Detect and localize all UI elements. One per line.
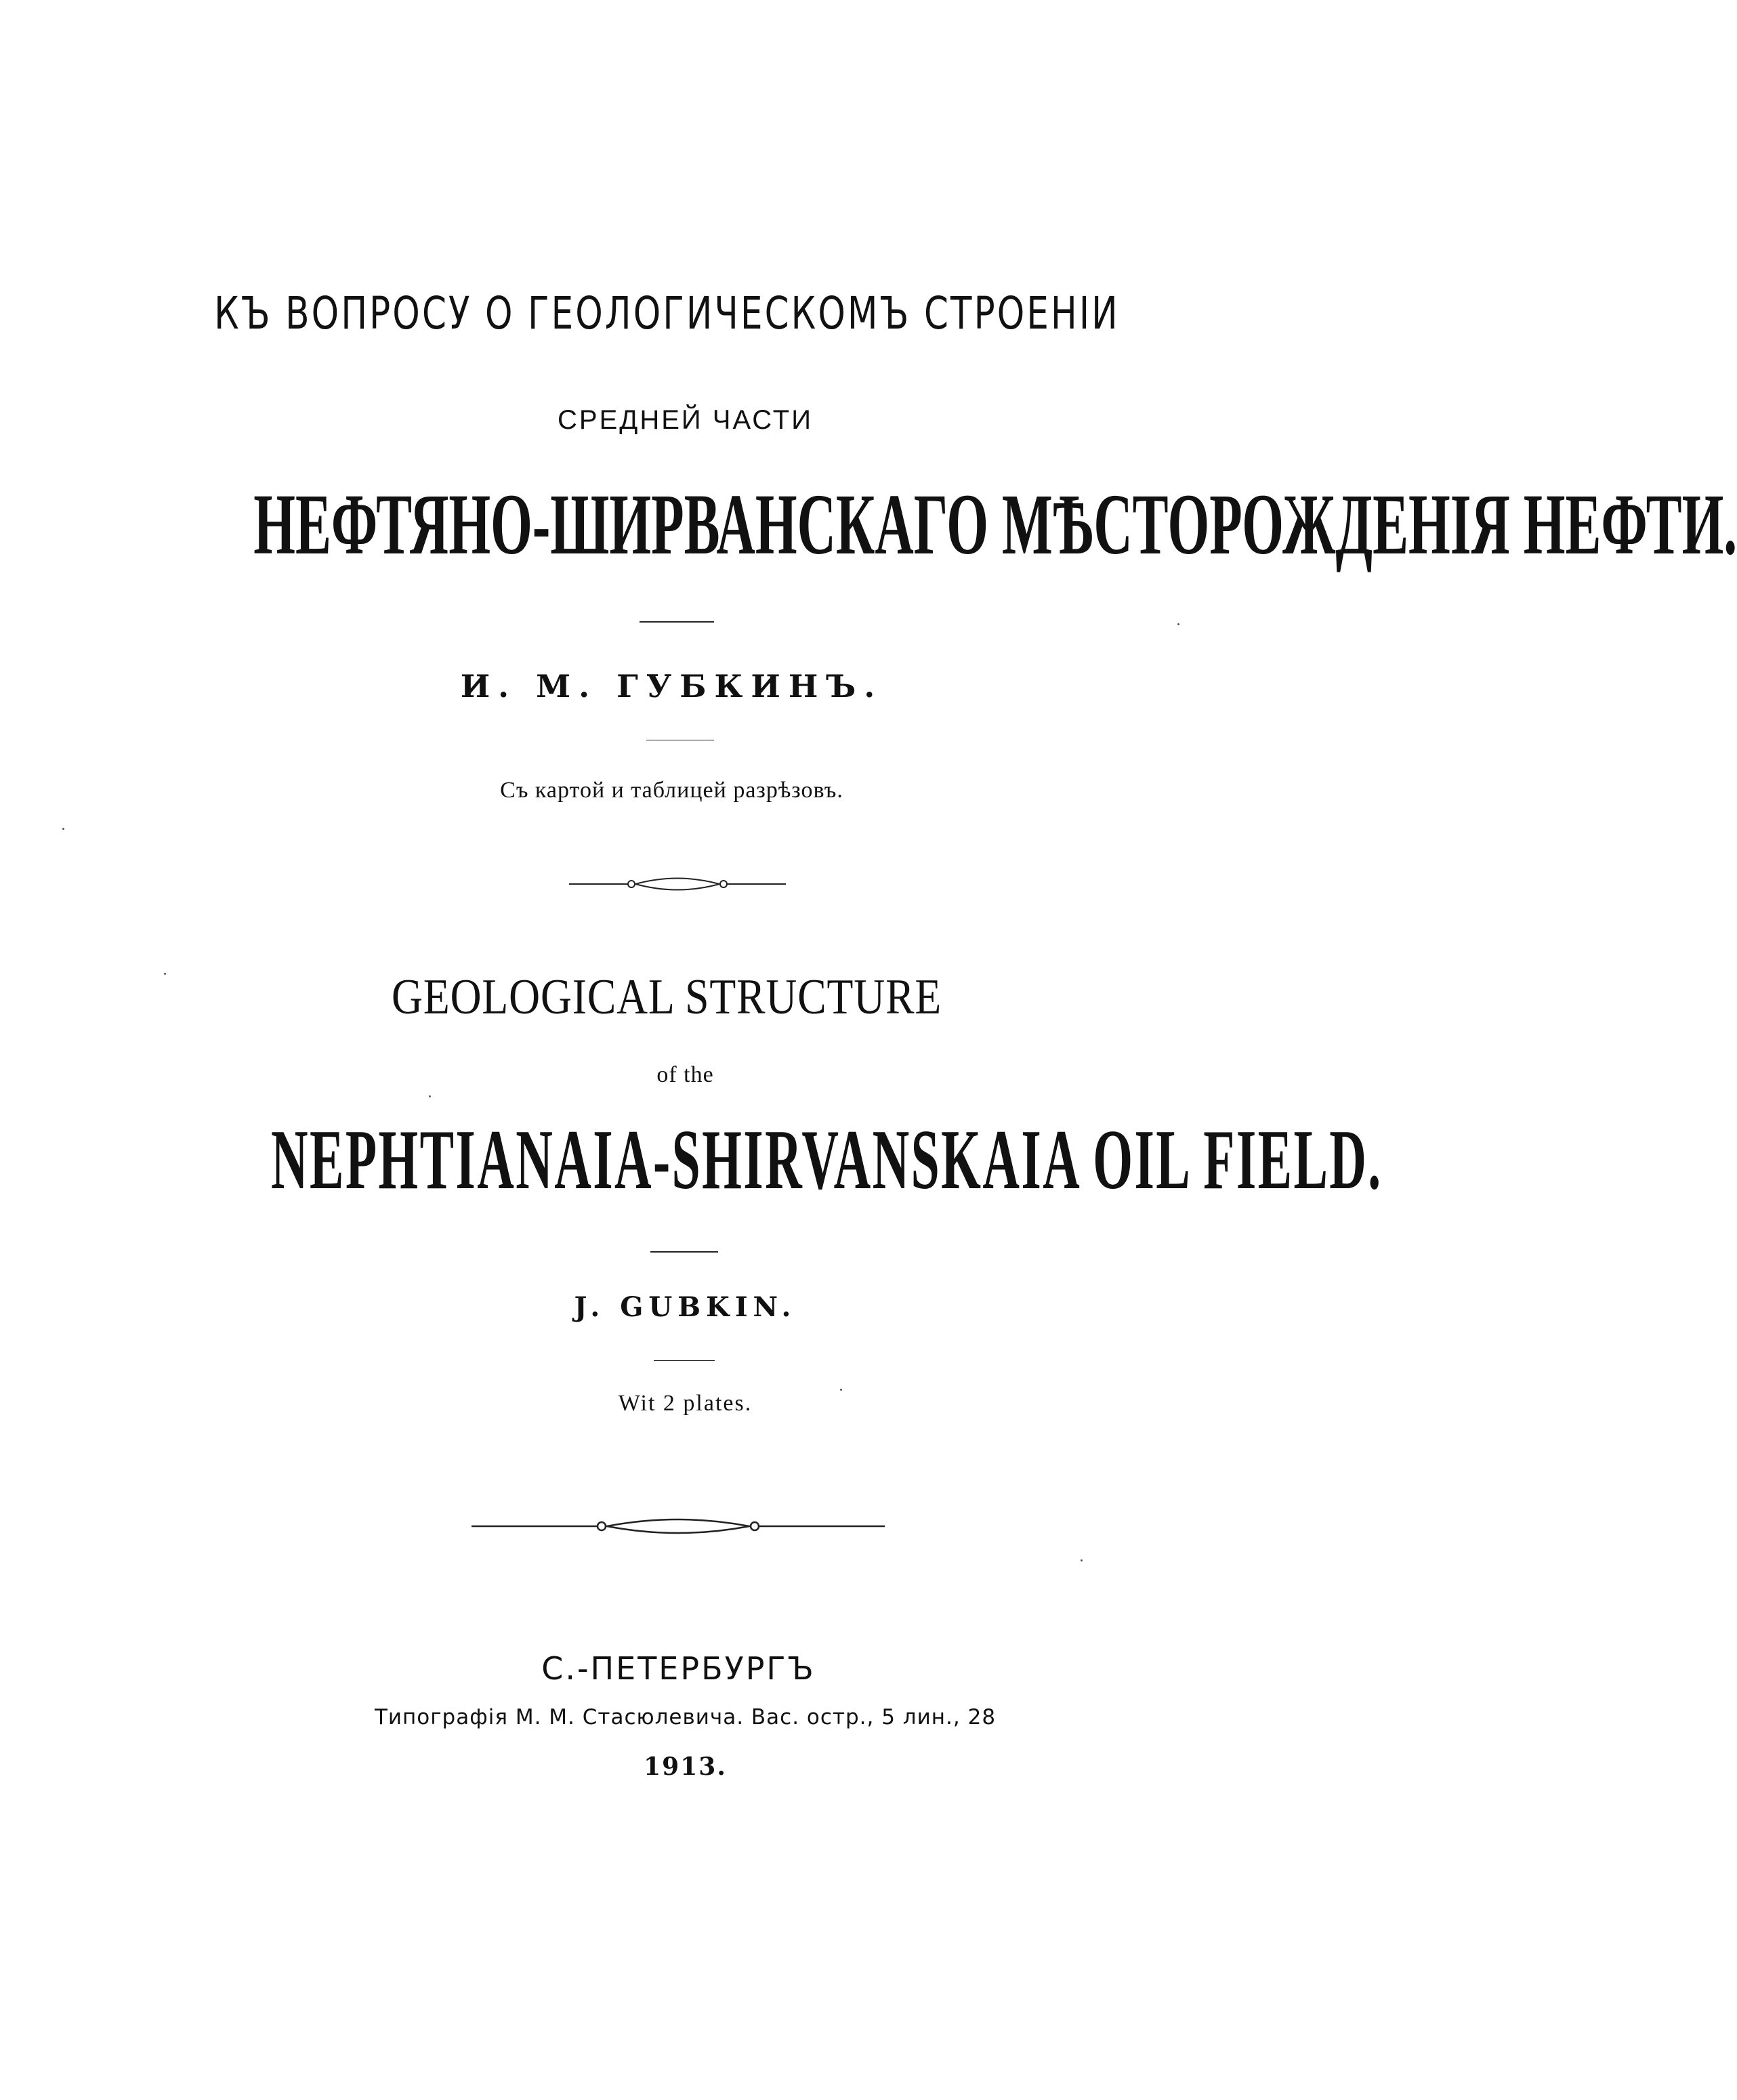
divider-rule — [654, 1360, 715, 1361]
paper-speck — [840, 1389, 842, 1391]
english-author: J. GUBKIN. — [574, 1291, 797, 1323]
english-title: NEPHTIANAIA-SHIRVANSKAIA OIL FIELD. — [271, 1113, 1383, 1207]
paper-speck — [1177, 623, 1179, 625]
paper-speck — [164, 973, 166, 975]
english-heading: GEOLOGICAL STRUCTURE — [392, 969, 942, 1025]
ornament-divider — [472, 1514, 885, 1538]
russian-title: НЕФТЯНО-ШИРВАНСКАГО МѢСТОРОЖДЕНIЯ НЕФТИ. — [253, 476, 1737, 572]
russian-subheading: СРЕДНЕЙ ЧАСТИ — [558, 405, 813, 435]
russian-note: Съ картой и таблицей разрѣзовъ. — [500, 778, 843, 803]
russian-author: И. М. ГУБКИНЪ. — [460, 668, 883, 705]
paper-speck — [62, 828, 64, 830]
divider-rule — [650, 1251, 718, 1253]
english-subheading: of the — [656, 1062, 714, 1087]
paper-speck — [1081, 1559, 1083, 1561]
russian-heading: КЪ ВОПРОСУ О ГЕОЛОГИЧЕСКОМЪ СТРОЕНIИ — [214, 287, 1120, 339]
paper-speck — [429, 1095, 431, 1097]
imprint-city: С.-ПЕТЕРБУРГЪ — [541, 1650, 816, 1687]
imprint-year: 1913. — [644, 1752, 727, 1781]
imprint-printer: Типографiя М. М. Стасюлевича. Вас. остр., 5 лин., 28 — [374, 1705, 997, 1729]
ornament-divider — [569, 874, 786, 894]
english-note: Wit 2 plates. — [618, 1391, 753, 1416]
divider-rule — [640, 621, 714, 623]
